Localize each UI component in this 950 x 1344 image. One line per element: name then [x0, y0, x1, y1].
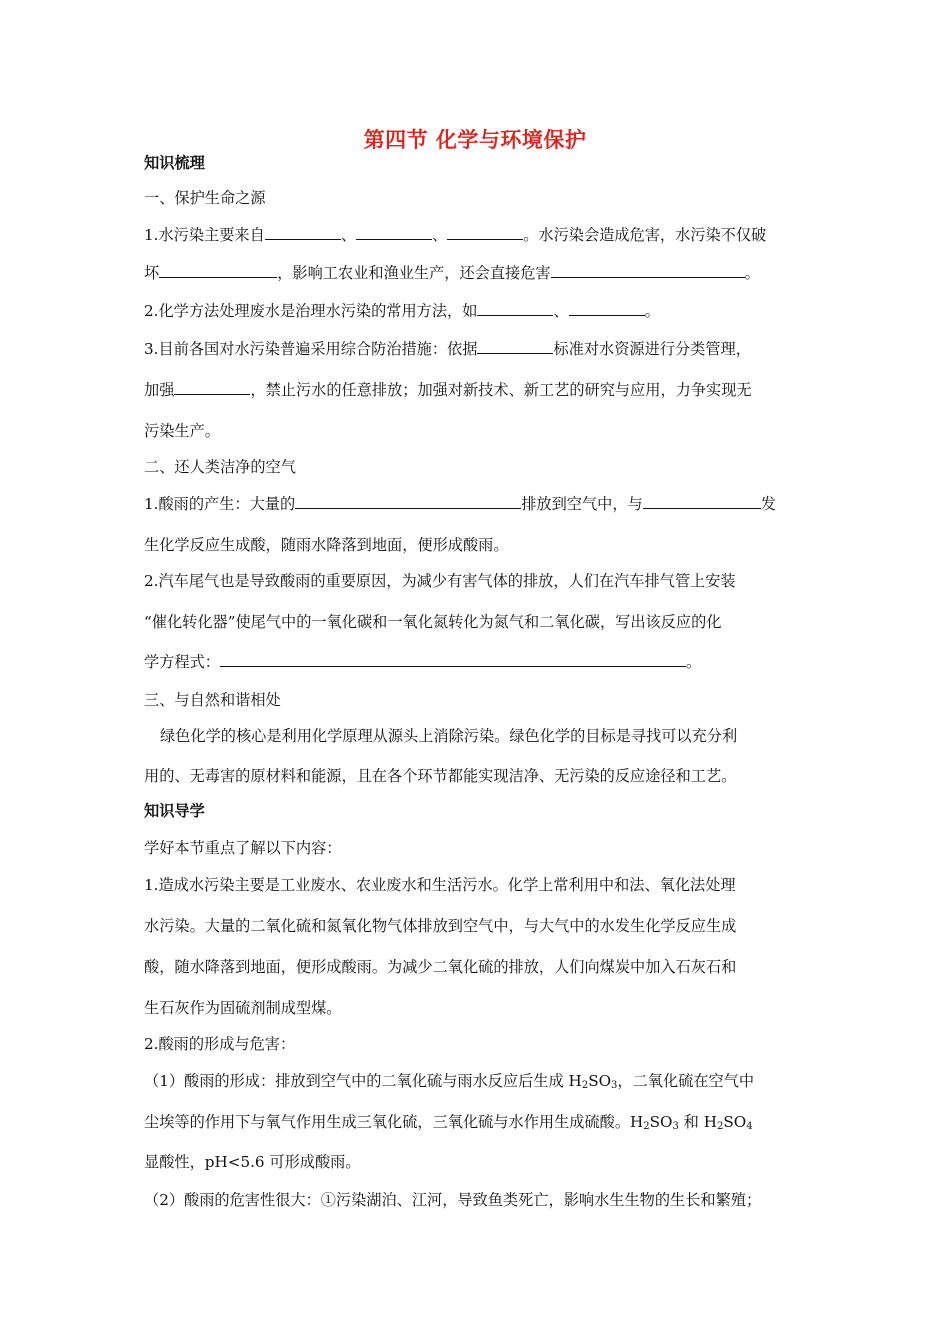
paragraph-line: 生石灰作为固硫剂制成型煤。 [144, 999, 342, 1017]
paragraph-line: 绿色化学的核心是利用化学原理从源头上消除污染。绿色化学的目标是寻找可以充分利 [160, 727, 738, 745]
paragraph-line: 学方程式： 。 [144, 653, 702, 671]
paragraph-line: 显酸性，pH<5.6 可形成酸雨。 [144, 1153, 361, 1171]
paragraph-line: 1.造成水污染主要是工业废水、农业废水和生活污水。化学上常利用中和法、氧化法处理 [144, 876, 736, 894]
fill-blank[interactable] [356, 225, 432, 240]
part-heading-water: 一、保护生命之源 [144, 189, 266, 207]
fill-blank[interactable] [643, 494, 761, 509]
fill-blank[interactable] [551, 263, 745, 278]
fill-blank[interactable] [265, 225, 341, 240]
subheading-acid-rain: 2.酸雨的形成与危害： [144, 1035, 296, 1053]
part-heading-nature: 三、与自然和谐相处 [144, 691, 281, 709]
paragraph-line: 学好本节重点了解以下内容： [144, 839, 342, 857]
paragraph-line: 污染生产。 [144, 422, 220, 440]
paragraph-line: 1.酸雨的产生：大量的 排放到空气中，与 发 [144, 495, 776, 513]
fill-blank[interactable] [159, 263, 277, 278]
paragraph-line: “催化转化器”使尾气中的一氧化碳和一氧化氮转化为氮气和二氧化碳，写出该反应的化 [144, 613, 722, 631]
fill-blank[interactable] [447, 225, 523, 240]
page-title: 第四节 化学与环境保护 [363, 127, 587, 152]
paragraph-line: 坏 ，影响工农业和渔业生产，还会直接危害 。 [144, 264, 760, 282]
paragraph-line: （2）酸雨的危害性很大：①污染湖泊、江河，导致鱼类死亡，影响水生生物的生长和繁殖； [144, 1191, 762, 1209]
paragraph-line: 3.目前各国对水污染普遍采用综合防治措施：依据 标准对水资源进行分类管理， [144, 340, 751, 358]
paragraph-line: （1）酸雨的形成：排放到空气中的二氧化硫与雨水反应后生成 $H_2SO_3$，二氧化硫在空气中 [144, 1072, 755, 1091]
paragraph-line: 加强 ，禁止污水的任意排放；加强对新技术、新工艺的研究与应用，力争实现无 [144, 381, 752, 399]
fill-blank[interactable] [477, 301, 553, 316]
fill-blank[interactable] [295, 494, 521, 509]
paragraph-line: 生化学反应生成酸，随雨水降落到地面，便形成酸雨。 [144, 536, 509, 554]
section-heading-knowledge-guide: 知识导学 [144, 802, 205, 820]
paragraph-line: 水污染。大量的二氧化硫和氮氧化物气体排放到空气中，与大气中的水发生化学反应生成 [144, 917, 737, 935]
paragraph-line: 尘埃等的作用下与氧气作用生成三氧化硫，三氧化硫与水作用生成硫酸。$H_2SO_3$ 和 $H_2SO_4$ [144, 1113, 753, 1132]
fill-blank[interactable] [477, 339, 553, 354]
fill-blank[interactable] [174, 380, 250, 395]
section-heading-knowledge-review: 知识梳理 [144, 154, 205, 172]
fill-blank[interactable] [220, 652, 686, 667]
part-heading-air: 二、还人类洁净的空气 [144, 458, 296, 476]
paragraph-line: 1.水污染主要来自 、 、 。水污染会造成危害，水污染不仅破 [144, 226, 767, 244]
paragraph-line: 用的、无毒害的原材料和能源，且在各个环节都能实现洁净、无污染的反应途径和工艺。 [144, 767, 737, 785]
paragraph-line: 2.汽车尾气也是导致酸雨的重要原因，为减少有害气体的排放，人们在汽车排气管上安装 [144, 572, 736, 590]
paragraph-line: 酸，随水降落到地面，便形成酸雨。为减少二氧化硫的排放，人们向煤炭中加入石灰石和 [144, 958, 737, 976]
fill-blank[interactable] [569, 301, 645, 316]
paragraph-line: 2.化学方法处理废水是治理水污染的常用方法，如 、 。 [144, 302, 660, 320]
